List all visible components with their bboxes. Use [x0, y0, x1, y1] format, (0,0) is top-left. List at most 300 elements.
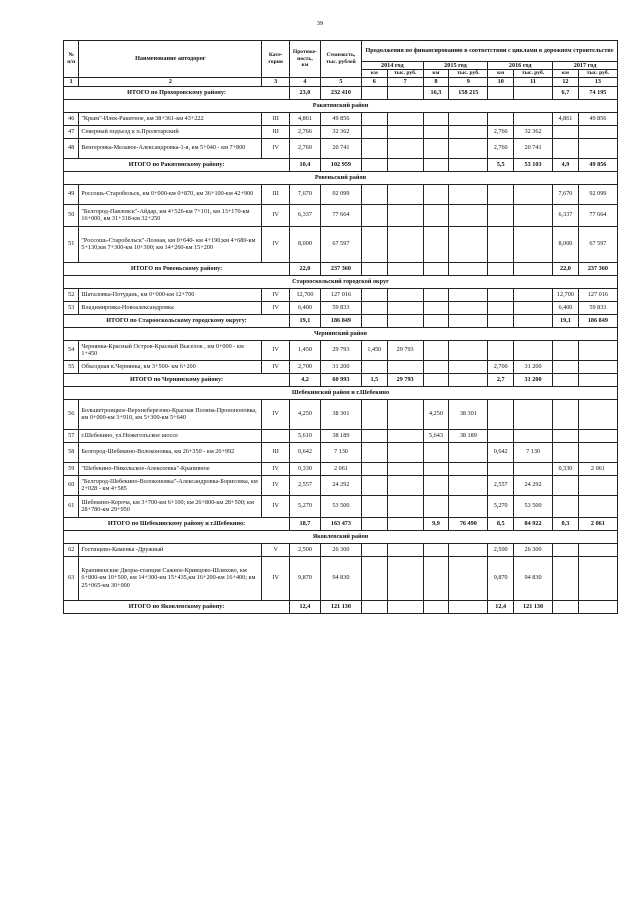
header-km: км: [423, 70, 449, 78]
total-y14km: 1,5: [361, 373, 387, 386]
total-cost: 237 360: [320, 262, 361, 275]
financing-y15km: [423, 475, 449, 495]
road-length: 2,500: [290, 543, 321, 556]
financing-y15rub: [449, 442, 488, 462]
financing-y17km: [553, 442, 579, 462]
financing-y16km: [488, 399, 514, 429]
financing-y15km: [423, 125, 449, 138]
total-y16rub: 84 922: [514, 517, 553, 530]
road-row: [64, 138, 618, 158]
financing-y17km: [553, 360, 579, 373]
road-length: 2,557: [290, 475, 321, 495]
financing-y17km: 0,330: [553, 462, 579, 475]
financing-y17km: 12,700: [553, 288, 579, 301]
col-number: 2: [79, 78, 262, 86]
total-row: [64, 262, 618, 275]
total-y14km: [361, 262, 387, 275]
row-number: 52: [64, 288, 79, 301]
header-rub: тыс. руб.: [578, 70, 617, 78]
road-row: [64, 556, 618, 600]
total-y16rub: [514, 314, 553, 327]
financing-y14rub: [387, 184, 423, 204]
financing-y16km: [488, 204, 514, 226]
total-row: [64, 517, 618, 530]
col-number: 4: [290, 78, 321, 86]
road-length: 2,766: [290, 125, 321, 138]
col-number: 9: [449, 78, 488, 86]
financing-y15km: [423, 112, 449, 125]
financing-y16rub: [514, 288, 553, 301]
financing-y16km: [488, 184, 514, 204]
financing-y16km: [488, 462, 514, 475]
financing-y16rub: 26 300: [514, 543, 553, 556]
road-name: Шаталовка-Потудань, км 0+000-км 12+700: [79, 288, 262, 301]
financing-y17rub: [578, 495, 617, 517]
road-category: IV: [262, 226, 290, 262]
section-title: Чернянский район: [64, 327, 618, 340]
financing-y15rub: [449, 204, 488, 226]
row-number: 50: [64, 204, 79, 226]
road-name: Северный подъезд к п.Пролетарский: [79, 125, 262, 138]
row-number: 60: [64, 475, 79, 495]
col-number: 13: [578, 78, 617, 86]
financing-y17km: [553, 125, 579, 138]
road-cost: 49 856: [320, 112, 361, 125]
road-category: IV: [262, 495, 290, 517]
financing-y14km: [361, 138, 387, 158]
road-row: [64, 429, 618, 442]
financing-y15rub: [449, 360, 488, 373]
financing-y17km: 6,400: [553, 301, 579, 314]
financing-y17km: 4,861: [553, 112, 579, 125]
financing-y16km: [488, 288, 514, 301]
financing-y14km: [361, 204, 387, 226]
total-row: [64, 86, 618, 99]
financing-y15km: [423, 226, 449, 262]
total-y14km: [361, 600, 387, 613]
total-length: 10,4: [290, 158, 321, 171]
road-row: [64, 399, 618, 429]
financing-y14rub: [387, 462, 423, 475]
total-length: 12,4: [290, 600, 321, 613]
financing-y14rub: [387, 429, 423, 442]
header-name: Наименование автодорог: [79, 41, 262, 78]
financing-y15km: 4,250: [423, 399, 449, 429]
financing-y14rub: [387, 112, 423, 125]
total-y16km: [488, 86, 514, 99]
road-row: [64, 495, 618, 517]
financing-y17km: [553, 556, 579, 600]
financing-y17rub: [578, 138, 617, 158]
road-name: Крапивенские Дворы-станция Сажное-Кривцово-Шляхово, км 6+800-км 10+500, км 14+300-км 15+435,км 16+200-км 16+400; км 25+065-км 30+000: [79, 556, 262, 600]
section-title: Шебекинский район и г.Шебекино: [64, 386, 618, 399]
financing-y16km: [488, 340, 514, 360]
road-category: III: [262, 125, 290, 138]
total-row: [64, 314, 618, 327]
financing-y16rub: [514, 204, 553, 226]
header-km: км: [361, 70, 387, 78]
row-number: 49: [64, 184, 79, 204]
row-number: 53: [64, 301, 79, 314]
road-category: IV: [262, 301, 290, 314]
col-number: 1: [64, 78, 79, 86]
total-y15rub: 158 215: [449, 86, 488, 99]
total-y17km: 19,1: [553, 314, 579, 327]
financing-y16rub: [514, 429, 553, 442]
road-name: "Шебекино-Никольское-Алексеевка"-Крапивное: [79, 462, 262, 475]
road-name: Белгород-Шебекино-Волоконовка, км 26+350 - км 26+992: [79, 442, 262, 462]
road-length: 12,700: [290, 288, 321, 301]
road-cost: 32 362: [320, 125, 361, 138]
total-y16km: 5,5: [488, 158, 514, 171]
header-category: Кате- гория: [262, 41, 290, 78]
road-cost: 59 833: [320, 301, 361, 314]
total-y14rub: [387, 600, 423, 613]
total-y16km: 2,7: [488, 373, 514, 386]
total-cost: 102 959: [320, 158, 361, 171]
row-number: 55: [64, 360, 79, 373]
total-y17km: [553, 373, 579, 386]
financing-y15km: [423, 556, 449, 600]
financing-y14km: [361, 462, 387, 475]
road-row: [64, 226, 618, 262]
financing-y16rub: [514, 112, 553, 125]
road-length: 7,670: [290, 184, 321, 204]
total-y17km: 0,3: [553, 517, 579, 530]
road-category: [262, 429, 290, 442]
total-y17km: 22,0: [553, 262, 579, 275]
road-cost: 77 664: [320, 204, 361, 226]
total-y15km: [423, 314, 449, 327]
section-title: Ракитянский район: [64, 99, 618, 112]
total-cost: 232 410: [320, 86, 361, 99]
road-category: IV: [262, 204, 290, 226]
financing-y16km: 5,270: [488, 495, 514, 517]
financing-y15rub: [449, 301, 488, 314]
financing-y16rub: [514, 399, 553, 429]
row-number: 56: [64, 399, 79, 429]
road-length: 0,642: [290, 442, 321, 462]
road-row: [64, 360, 618, 373]
road-row: [64, 288, 618, 301]
financing-y14km: [361, 125, 387, 138]
financing-y17km: [553, 543, 579, 556]
financing-y16rub: [514, 226, 553, 262]
financing-y17rub: 127 016: [578, 288, 617, 301]
financing-y14km: [361, 301, 387, 314]
financing-y15rub: [449, 184, 488, 204]
total-y14rub: [387, 517, 423, 530]
financing-y14rub: [387, 475, 423, 495]
col-number: 11: [514, 78, 553, 86]
road-cost: 38 301: [320, 399, 361, 429]
total-y15km: [423, 262, 449, 275]
financing-y15rub: [449, 340, 488, 360]
row-number: 57: [64, 429, 79, 442]
financing-y14rub: [387, 543, 423, 556]
financing-y14rub: [387, 226, 423, 262]
total-y17rub: [578, 373, 617, 386]
financing-y15rub: 38 189: [449, 429, 488, 442]
financing-y16km: 2,766: [488, 125, 514, 138]
road-cost: 20 741: [320, 138, 361, 158]
financing-y15rub: [449, 543, 488, 556]
total-y15km: [423, 600, 449, 613]
road-length: 2,760: [290, 138, 321, 158]
road-row: [64, 475, 618, 495]
total-y15km: 9,9: [423, 517, 449, 530]
total-y17km: 6,7: [553, 86, 579, 99]
section-title: Ровеньский район: [64, 171, 618, 184]
financing-y17rub: 67 597: [578, 226, 617, 262]
row-number: 54: [64, 340, 79, 360]
section-row: [64, 171, 618, 184]
total-length: 18,7: [290, 517, 321, 530]
financing-y14km: [361, 112, 387, 125]
row-number: 62: [64, 543, 79, 556]
financing-y17rub: [578, 125, 617, 138]
financing-y17km: [553, 495, 579, 517]
total-y15rub: [449, 600, 488, 613]
financing-y16rub: 32 362: [514, 125, 553, 138]
section-row: [64, 386, 618, 399]
financing-y15rub: [449, 556, 488, 600]
road-length: 6,337: [290, 204, 321, 226]
total-y17rub: 49 856: [578, 158, 617, 171]
road-name: Россошь-Старобельск, км 0+000-км 0+870, км 36+100-км 42+900: [79, 184, 262, 204]
road-category: III: [262, 442, 290, 462]
financing-y16rub: 24 292: [514, 475, 553, 495]
total-y14rub: [387, 314, 423, 327]
road-cost: 92 099: [320, 184, 361, 204]
financing-y17rub: [578, 429, 617, 442]
financing-y14km: [361, 442, 387, 462]
road-cost: 94 830: [320, 556, 361, 600]
road-name: "Белгород-Павловск"-Айдар, км 4+526-км 7+101, км 13+170-км 16+000, км 31+318-км 32+250: [79, 204, 262, 226]
total-cost: 163 473: [320, 517, 361, 530]
road-length: 5,270: [290, 495, 321, 517]
road-cost: 29 793: [320, 340, 361, 360]
col-number: 5: [320, 78, 361, 86]
financing-y17rub: 92 099: [578, 184, 617, 204]
total-y15km: 16,3: [423, 86, 449, 99]
road-category: IV: [262, 138, 290, 158]
road-length: 2,700: [290, 360, 321, 373]
financing-y16km: 2,700: [488, 360, 514, 373]
financing-y15rub: [449, 112, 488, 125]
header-year-2016: 2016 год: [488, 62, 553, 70]
total-cost: 186 849: [320, 314, 361, 327]
financing-y17km: [553, 340, 579, 360]
road-name: г.Шебекино, ул.Нежеголъское шоссе: [79, 429, 262, 442]
financing-y16rub: [514, 184, 553, 204]
total-y16rub: [514, 86, 553, 99]
road-category: IV: [262, 462, 290, 475]
road-name: Большетроицкое-Верхнеберезово-Красная Поляна-Пронопоповка, км 0+000-км 3+910, км 5+300-км 5+640: [79, 399, 262, 429]
financing-y17rub: 49 856: [578, 112, 617, 125]
financing-y16km: [488, 429, 514, 442]
total-label: ИТОГО по Ракитянскому району:: [64, 158, 290, 171]
total-cost: 60 993: [320, 373, 361, 386]
total-y17km: 4,9: [553, 158, 579, 171]
table-body: [64, 86, 618, 613]
total-y15km: [423, 373, 449, 386]
financing-y16rub: 94 830: [514, 556, 553, 600]
row-number: 47: [64, 125, 79, 138]
road-length: 8,000: [290, 226, 321, 262]
road-length: 0,330: [290, 462, 321, 475]
road-length: 1,450: [290, 340, 321, 360]
financing-y17rub: [578, 543, 617, 556]
road-category: IV: [262, 399, 290, 429]
total-y14rub: 29 793: [387, 373, 423, 386]
road-name: Объездная к.Чернянка, км 3+500- км 6+200: [79, 360, 262, 373]
header-rub: тыс. руб.: [449, 70, 488, 78]
total-length: 4,2: [290, 373, 321, 386]
financing-y16rub: [514, 301, 553, 314]
header-length: Протяже- ность, км: [290, 41, 321, 78]
roads-table: [63, 40, 618, 614]
financing-y17rub: 59 833: [578, 301, 617, 314]
total-length: 22,0: [290, 262, 321, 275]
section-row: [64, 275, 618, 288]
road-category: V: [262, 543, 290, 556]
financing-y16km: [488, 226, 514, 262]
road-row: [64, 543, 618, 556]
total-y15rub: 76 490: [449, 517, 488, 530]
road-cost: 24 292: [320, 475, 361, 495]
header-year-2015: 2015 год: [423, 62, 488, 70]
total-label: ИТОГО по Ровеньскому району:: [64, 262, 290, 275]
financing-y15rub: [449, 288, 488, 301]
road-name: Владимировка-Новоалександровка: [79, 301, 262, 314]
road-cost: 2 061: [320, 462, 361, 475]
financing-y14km: [361, 475, 387, 495]
road-category: III: [262, 112, 290, 125]
col-number: 10: [488, 78, 514, 86]
financing-y17rub: [578, 475, 617, 495]
financing-y14rub: [387, 138, 423, 158]
total-label: ИТОГО по Чернянскому району:: [64, 373, 290, 386]
total-y16rub: 53 103: [514, 158, 553, 171]
total-y17rub: 237 360: [578, 262, 617, 275]
financing-y17km: [553, 399, 579, 429]
financing-y15km: [423, 495, 449, 517]
financing-y16rub: 7 130: [514, 442, 553, 462]
col-number: 7: [387, 78, 423, 86]
financing-y15km: [423, 184, 449, 204]
row-number: 58: [64, 442, 79, 462]
header-year-2017: 2017 год: [553, 62, 618, 70]
road-name: "Россошь-Старобельск"-Лозная, км 0+640- км 4+190;км 4+680-км 5+130;км 7+300-км 10+300; км 14+260-км 15+200: [79, 226, 262, 262]
total-y14km: [361, 86, 387, 99]
total-label: ИТОГО по Шебекинскому району и г.Шебекино:: [64, 517, 290, 530]
financing-y14km: 1,450: [361, 340, 387, 360]
financing-y17km: [553, 138, 579, 158]
total-y15rub: [449, 262, 488, 275]
row-number: 59: [64, 462, 79, 475]
financing-y17rub: [578, 556, 617, 600]
total-row: [64, 373, 618, 386]
financing-y16km: 2,760: [488, 138, 514, 158]
total-y16rub: 121 130: [514, 600, 553, 613]
header-financing: Продолжения по финансированию в соответствии с циклами в дорожном строительстве: [361, 41, 617, 62]
header-km: км: [488, 70, 514, 78]
section-title: Старооскольский городской округ: [64, 275, 618, 288]
financing-y15km: [423, 360, 449, 373]
financing-y16rub: [514, 462, 553, 475]
road-cost: 53 500: [320, 495, 361, 517]
table-header: [64, 41, 618, 87]
total-y16rub: [514, 262, 553, 275]
total-row: [64, 600, 618, 613]
financing-y15km: [423, 288, 449, 301]
financing-y15km: [423, 204, 449, 226]
road-name: "Белгород-Шебекино-Волоконовка"-Александровка-Борисовка, км 2+028 - км 4+585: [79, 475, 262, 495]
total-y14rub: [387, 262, 423, 275]
col-number: 6: [361, 78, 387, 86]
road-category: IV: [262, 360, 290, 373]
road-cost: 67 597: [320, 226, 361, 262]
road-row: [64, 442, 618, 462]
financing-y17km: 7,670: [553, 184, 579, 204]
row-number: 63: [64, 556, 79, 600]
total-y15rub: [449, 373, 488, 386]
road-name: Чернянка-Красный Остров-Красный Выселок , км 0+000 - км 1+450: [79, 340, 262, 360]
col-number: 3: [262, 78, 290, 86]
financing-y14km: [361, 495, 387, 517]
road-row: [64, 462, 618, 475]
financing-y17km: [553, 475, 579, 495]
financing-y15km: [423, 138, 449, 158]
financing-y14km: [361, 360, 387, 373]
road-cost: 26 300: [320, 543, 361, 556]
financing-y14km: [361, 226, 387, 262]
road-name: Гостищево-Каменка -Дружный: [79, 543, 262, 556]
financing-y17rub: 2 061: [578, 462, 617, 475]
financing-y15rub: [449, 462, 488, 475]
road-length: 5,610: [290, 429, 321, 442]
road-category: III: [262, 184, 290, 204]
row-number: 61: [64, 495, 79, 517]
total-y14km: [361, 158, 387, 171]
financing-y14km: [361, 429, 387, 442]
financing-y15rub: 38 301: [449, 399, 488, 429]
road-row: [64, 204, 618, 226]
total-y17rub: 186 849: [578, 314, 617, 327]
financing-y17rub: 77 664: [578, 204, 617, 226]
financing-y17km: 6,337: [553, 204, 579, 226]
financing-y15rub: [449, 138, 488, 158]
financing-y16rub: 53 500: [514, 495, 553, 517]
road-row: [64, 112, 618, 125]
financing-y17rub: [578, 360, 617, 373]
road-row: [64, 184, 618, 204]
financing-y14rub: [387, 495, 423, 517]
financing-y15rub: [449, 125, 488, 138]
total-label: ИТОГО по Прохоровскому району:: [64, 86, 290, 99]
total-y14rub: [387, 86, 423, 99]
financing-y16rub: [514, 340, 553, 360]
section-title: Яковлевский район: [64, 530, 618, 543]
header-rub: тыс. руб.: [514, 70, 553, 78]
financing-y14rub: [387, 125, 423, 138]
road-cost: 7 130: [320, 442, 361, 462]
financing-y15km: [423, 442, 449, 462]
total-y17rub: 74 195: [578, 86, 617, 99]
road-length: 4,250: [290, 399, 321, 429]
financing-y16rub: 20 741: [514, 138, 553, 158]
